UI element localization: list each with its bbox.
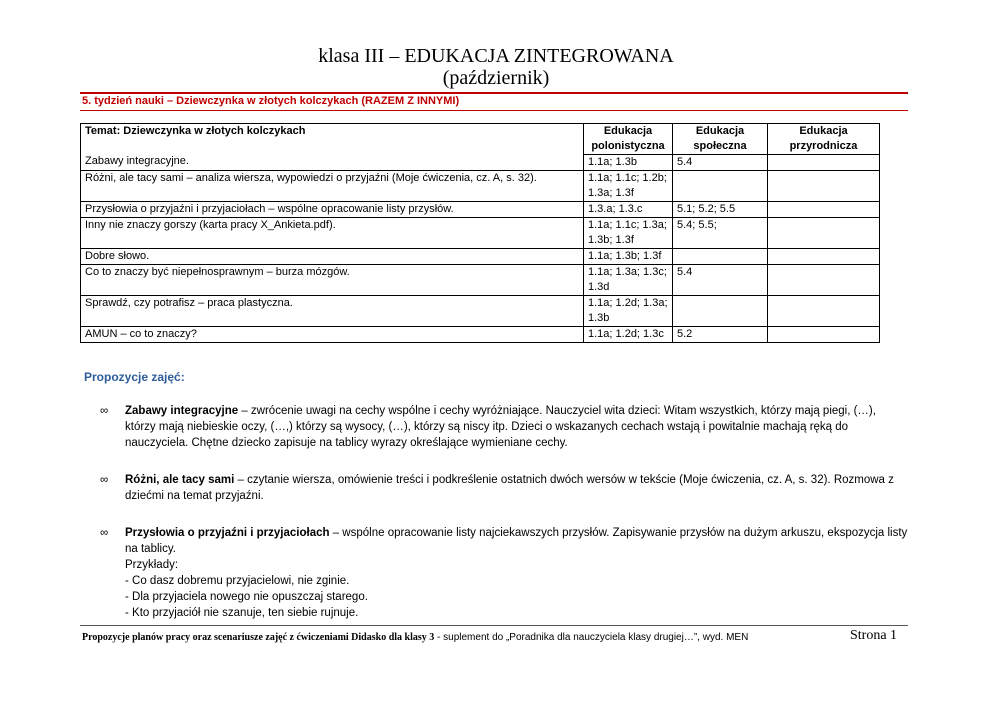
table-cell-prz: [768, 296, 880, 327]
example-line: - Dla przyjaciela nowego nie opuszczaj starego.: [125, 591, 368, 603]
list-item: [100, 525, 908, 621]
topic-label: Temat: Dziewczynka w złotych kolczykach: [85, 125, 306, 137]
item-title: Przysłowia o przyjaźni i przyjaciołach: [125, 527, 330, 539]
topic-cell: [81, 124, 584, 171]
table-row-text: Inny nie znaczy gorszy (karta pracy X_Ankieta.pdf).: [81, 218, 584, 249]
header-przyrodnicza: Edukacja przyrodnicza: [768, 124, 880, 155]
infinity-bullet-icon: ∞: [100, 474, 109, 486]
lesson-table: [80, 123, 880, 343]
header-polonistyczna: Edukacja polonistyczna: [584, 124, 673, 155]
table-cell-prz: [768, 249, 880, 265]
page-number: Strona 1: [850, 628, 898, 643]
table-row: [81, 249, 880, 265]
table-cell-spol: 5.4: [673, 155, 768, 171]
example-line: Przykłady:: [125, 559, 179, 571]
proposals-list: [100, 403, 908, 642]
document-subtitle: (październik): [442, 67, 550, 89]
table-cell-prz: [768, 171, 880, 202]
table-row: [81, 296, 880, 327]
item-text: – czytanie wiersza, omówienie treści i podkreślenie ostatnich dwóch wersów w tekście (Moje ćwiczenia, cz. A, s. 32). Rozmowa z dziećmi na temat przyjaźni.: [125, 474, 894, 502]
footer-divider: [80, 625, 908, 626]
table-cell-spol: 5.4; 5.5;: [673, 218, 768, 249]
header-spoleczna: Edukacja społeczna: [673, 124, 768, 155]
week-heading: 5. tydzień nauki – Dziewczynka w złotych kolczykach (RAZEM Z INNYMI): [82, 95, 460, 107]
table-header-row: [81, 124, 880, 155]
table-row-text: Co to znaczy być niepełnosprawnym – burza mózgów.: [81, 265, 584, 296]
table-cell-prz: [768, 265, 880, 296]
list-item: [100, 472, 908, 504]
table-cell-spol: [673, 296, 768, 327]
document-title: klasa III – EDUKACJA ZINTEGROWANA: [318, 45, 674, 67]
table-cell-pol: 1.1a; 1.3b; 1.3f: [584, 249, 673, 265]
footer-text: [82, 632, 748, 643]
table-cell-spol: 5.2: [673, 327, 768, 343]
proposals-heading: Propozycje zajęć:: [84, 370, 185, 384]
table-cell-spol: [673, 171, 768, 202]
footer-bold: Propozycje planów pracy oraz scenariusze zajęć z ćwiczeniami Didasko dla klasy 3: [82, 632, 435, 643]
list-item: [100, 403, 908, 451]
table-cell-pol: 1.3.a; 1.3.c: [584, 202, 673, 218]
example-line: - Kto przyjaciół nie szanuje, ten siebie rujnuje.: [125, 607, 359, 619]
table-row: [81, 327, 880, 343]
table-cell-spol: 5.1; 5.2; 5.5: [673, 202, 768, 218]
table-row: [81, 265, 880, 296]
red-divider-bottom: [80, 110, 908, 111]
infinity-bullet-icon: ∞: [100, 527, 109, 539]
table-row-text: Różni, ale tacy sami – analiza wiersza, wypowiedzi o przyjaźni (Moje ćwiczenia, cz. A, s. 32).: [81, 171, 584, 202]
table-cell-pol: 1.1a; 1.2d; 1.3a; 1.3b: [584, 296, 673, 327]
table-cell-pol: 1.1a; 1.1c; 1.3a; 1.3b; 1.3f: [584, 218, 673, 249]
table-row-text: Przysłowia o przyjaźni i przyjaciołach – wspólne opracowanie listy przysłów.: [81, 202, 584, 218]
table-row-text: Zabawy integracyjne.: [85, 155, 189, 167]
item-title: Różni, ale tacy sami: [125, 474, 235, 486]
table-cell-prz: [768, 218, 880, 249]
table-row-text: Sprawdź, czy potrafisz – praca plastyczna.: [81, 296, 584, 327]
item-title: Zabawy integracyjne: [125, 405, 239, 417]
table-cell-spol: [673, 249, 768, 265]
table-cell-prz: [768, 327, 880, 343]
footer-rest: - suplement do „Poradnika dla nauczyciela klasy drugiej…”, wyd. MEN: [434, 632, 749, 643]
table-cell-spol: 5.4: [673, 265, 768, 296]
table-cell-pol: 1.1a; 1.3a; 1.3c; 1.3d: [584, 265, 673, 296]
table-cell-pol: 1.1a; 1.3b: [584, 155, 673, 171]
table-row-text: Dobre słowo.: [81, 249, 584, 265]
table-row: [81, 218, 880, 249]
example-line: - Co dasz dobremu przyjacielowi, nie zginie.: [125, 575, 350, 587]
table-row-text: AMUN – co to znaczy?: [81, 327, 584, 343]
item-text: – wspólne opracowanie listy najciekawszych przysłów. Zapisywanie przysłów na dużym arkuszu, ekspozycja listy na tablicy.: [125, 527, 908, 555]
infinity-bullet-icon: ∞: [100, 405, 109, 417]
table-row: [81, 171, 880, 202]
table-cell-prz: [768, 155, 880, 171]
table-cell-prz: [768, 202, 880, 218]
table-row: [81, 202, 880, 218]
table-cell-pol: 1.1a; 1.2d; 1.3c: [584, 327, 673, 343]
table-cell-pol: 1.1a; 1.1c; 1.2b; 1.3a; 1.3f: [584, 171, 673, 202]
item-text: – zwrócenie uwagi na cechy wspólne i cechy wyróżniające. Nauczyciel wita dzieci: Witam wszystkich, którzy mają piegi, (…), którzy mają niebieskie oczy, (…,) którzy są wysocy, (…), którzy są niscy itp. Dzieci o wskazanych cechach wstają i powitalnie machają ręką do nauczyciela. Chętne dziecko zapisuje na tablicy wyrazy określające wymieniane cechy.: [125, 405, 876, 449]
